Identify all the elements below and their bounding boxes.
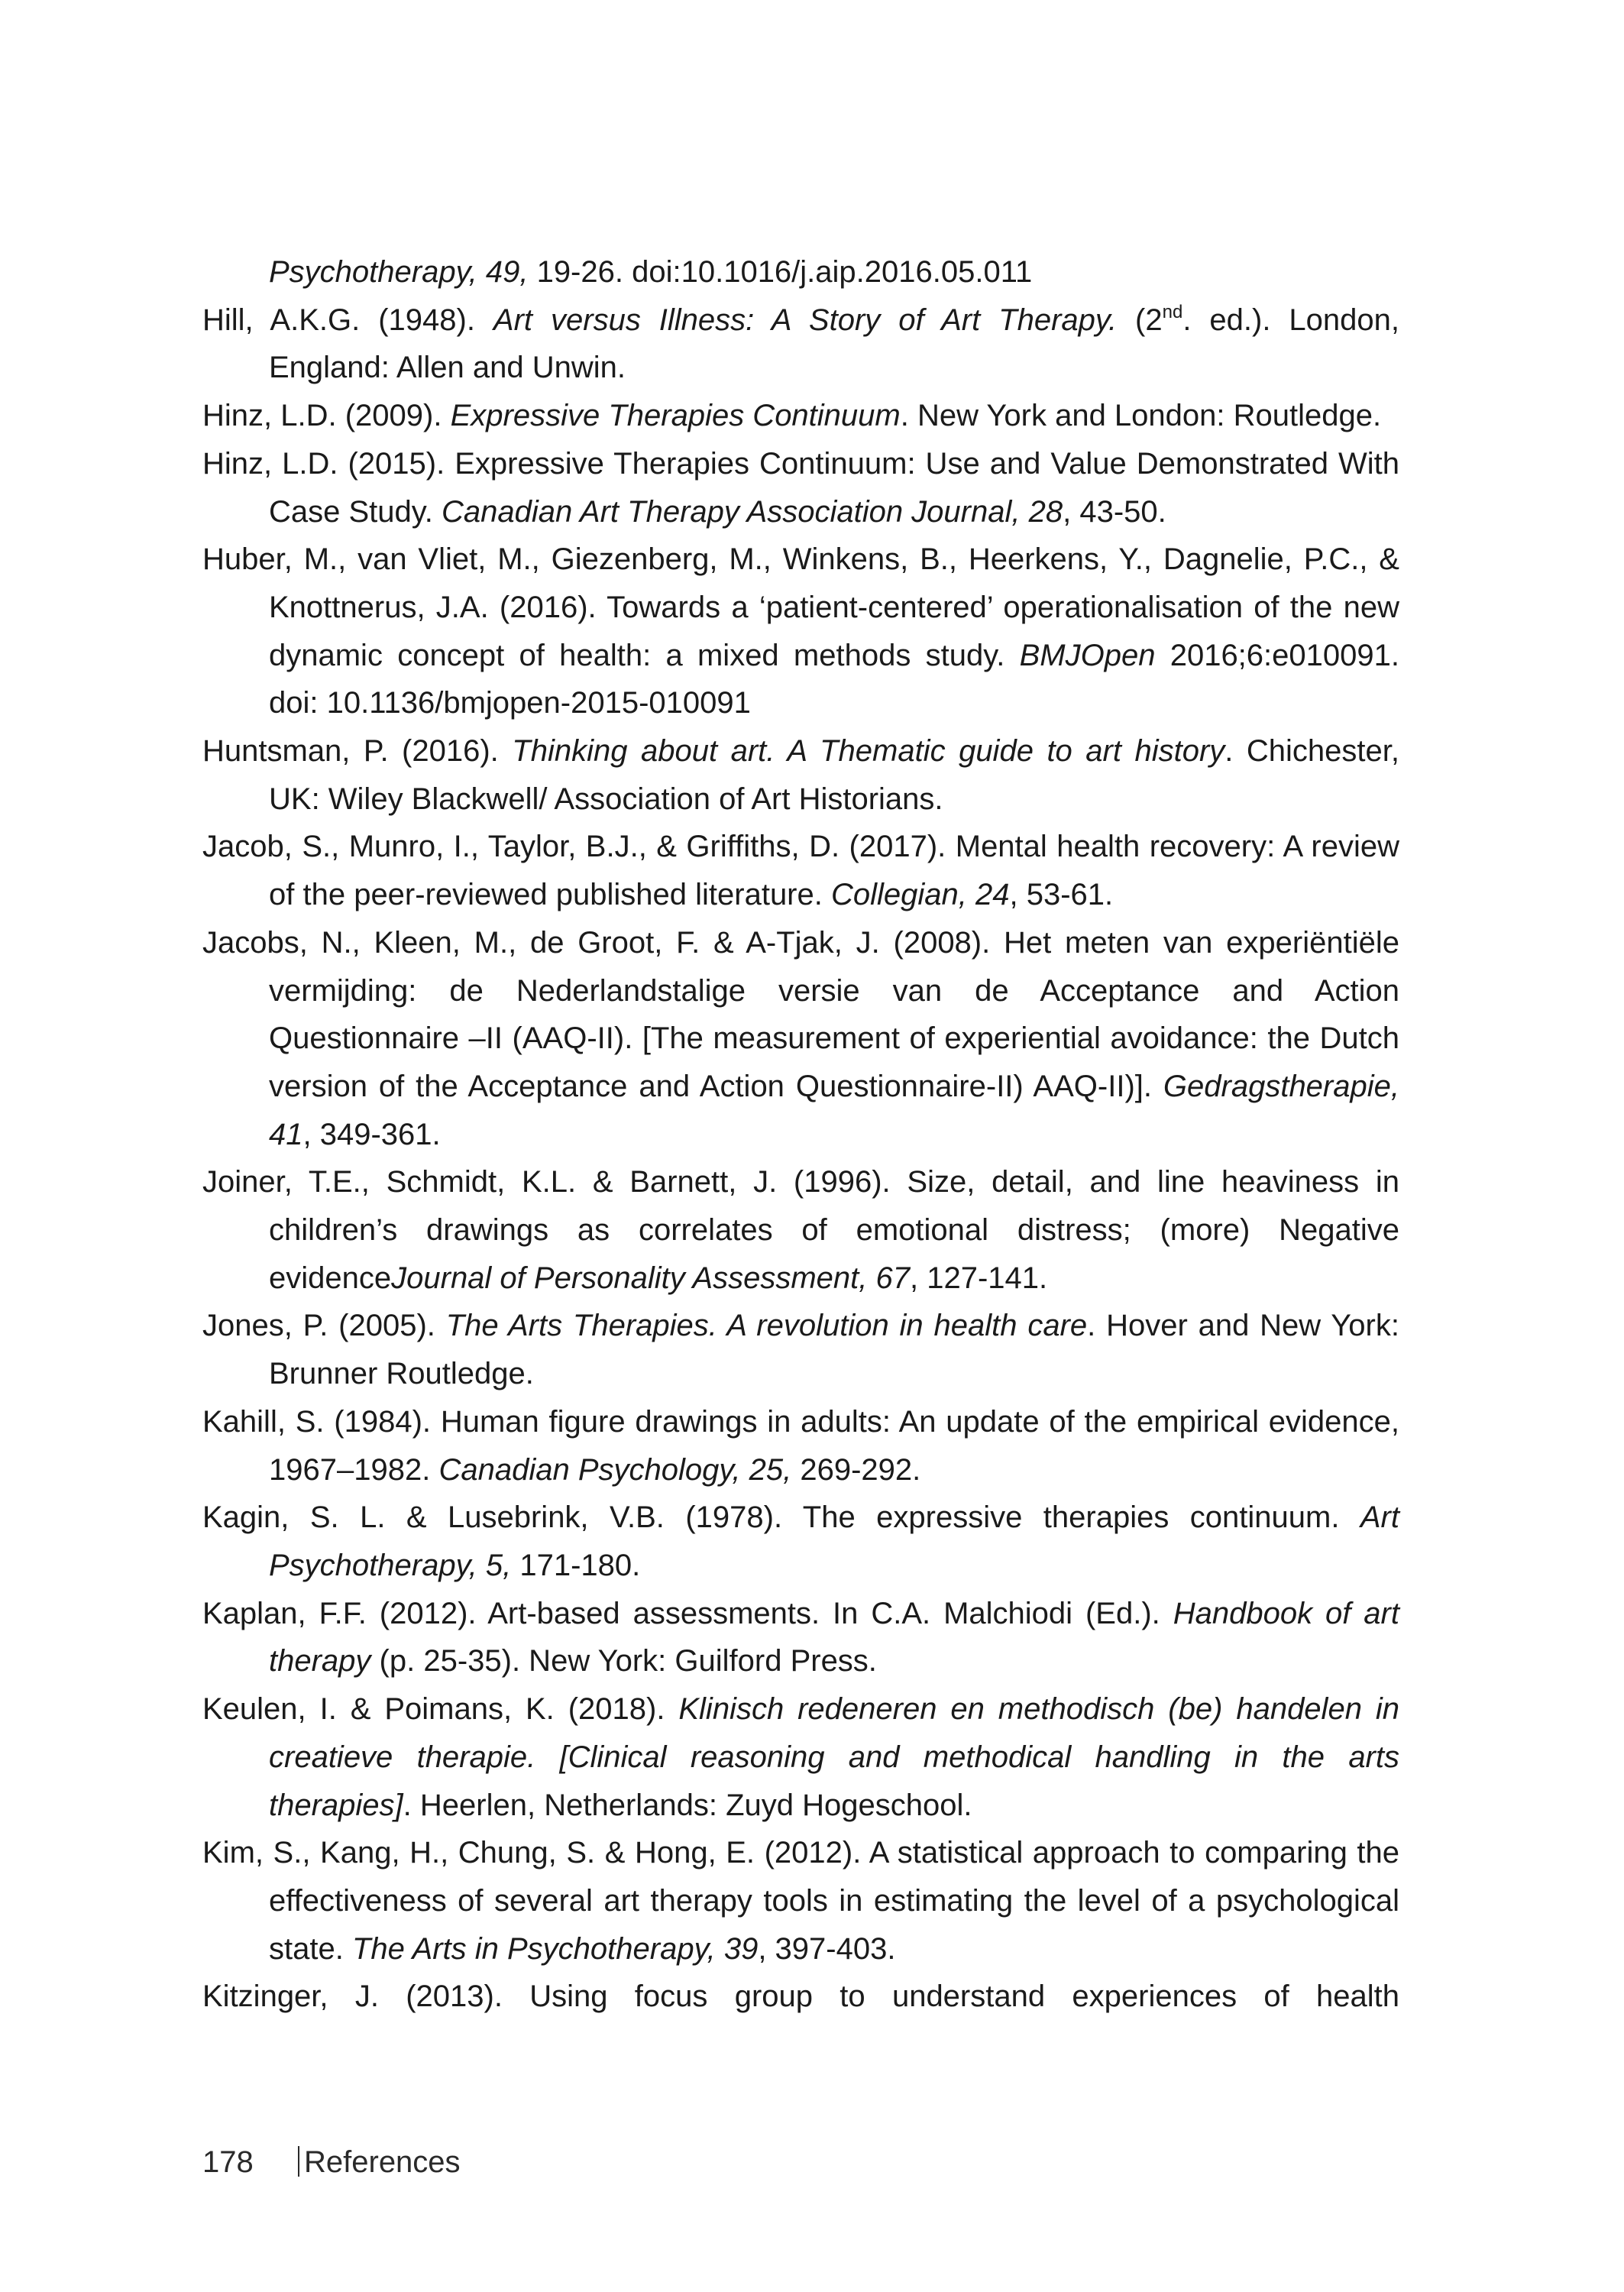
reference-italic-text: Expressive Therapies Continuum [450, 399, 901, 433]
reference-italic-text: Collegian, 24 [830, 878, 1010, 912]
reference-italic-text: The Arts Therapies. A revolution in health care [445, 1309, 1088, 1343]
reference-entry [202, 1685, 1399, 1829]
reference-text: . Heerlen, Netherlands: Zuyd Hogeschool. [403, 1788, 972, 1822]
reference-text: nd [1162, 301, 1183, 322]
reference-text: Hinz, L.D. (2009). [202, 399, 451, 433]
reference-entry [202, 440, 1399, 536]
reference-text: 171-180. [511, 1548, 641, 1582]
reference-italic-text: Handbook of art therapy [269, 1596, 1399, 1679]
reference-text: 19-26. doi:10.1016/j.aip.2016.05.011 [528, 255, 1033, 289]
page-number: 178 [202, 2145, 254, 2179]
reference-entry [202, 727, 1399, 823]
reference-text: Jones, P. (2005). [202, 1309, 446, 1343]
reference-text: Hill, A.K.G. (1948). [202, 303, 493, 337]
reference-text: Jacob, S., Munro, I., Taylor, B.J., & Griffiths, D. (2017). Mental health recovery: A review of the peer-reviewed published literature. [202, 830, 1399, 912]
reference-entry [202, 1494, 1399, 1589]
reference-text: . New York and London: Routledge. [900, 399, 1382, 433]
reference-text: Kitzinger, J. (2013). Using focus group to understand experiences of health [202, 1980, 1399, 2014]
reference-entry [202, 296, 1399, 392]
reference-text: , 397-403. [758, 1931, 896, 1966]
reference-italic-text: BMJOpen [1019, 638, 1156, 672]
reference-text: . Chichester, UK: Wiley Blackwell/ Association of Art Historians. [269, 734, 1400, 816]
reference-italic-text: Art versus Illness: A Story of Art Therapy. [493, 303, 1118, 337]
footer-section-title: References [304, 2145, 461, 2179]
reference-italic-text: Psychotherapy, 49, [269, 255, 529, 289]
reference-italic-text: Art Psychotherapy, 5, [269, 1500, 1399, 1582]
reference-list [202, 248, 1399, 2021]
reference-text: Jacobs, N., Kleen, M., de Groot, F. & A-Tjak, J. (2008). Het meten van experiëntiële vermijding: de Nederlandstalige versie van de Acceptance and Action Questionnaire –II (AAQ-II). [The measurement of experiential avoidance: the Dutch version of the Acceptance and Action Questionnaire-II) AAQ-II)]. [202, 925, 1399, 1103]
reference-text: . ed.). London, England: Allen and Unwin. [269, 303, 1400, 385]
reference-entry [202, 248, 1399, 296]
reference-entry [202, 1829, 1399, 1973]
footer-divider [298, 2146, 299, 2177]
reference-text: Kagin, S. L. & Lusebrink, V.B. (1978). The expressive therapies continuum. [202, 1500, 1360, 1535]
reference-text: , 43-50. [1063, 494, 1166, 529]
reference-text: , 53-61. [1009, 878, 1114, 912]
reference-text: (p. 25-35). New York: Guilford Press. [370, 1644, 877, 1679]
reference-entry [202, 536, 1399, 727]
reference-entry [202, 1158, 1399, 1302]
reference-entry [202, 1973, 1399, 2021]
reference-entry [202, 392, 1399, 440]
reference-text: Kaplan, F.F. (2012). Art-based assessments. In C.A. Malchiodi (Ed.). [202, 1596, 1173, 1630]
reference-italic-text: Gedragstherapie, 41 [269, 1069, 1399, 1151]
reference-text: Keulen, I. & Poimans, K. (2018). [202, 1692, 679, 1727]
reference-italic-text: The Arts in Psychotherapy, 39 [351, 1931, 759, 1966]
reference-italic-text: Canadian Psychology, 25, [438, 1452, 792, 1487]
reference-italic-text: Journal of Personality Assessment, 67 [391, 1261, 910, 1295]
reference-text: Joiner, T.E., Schmidt, K.L. & Barnett, J. (1996). Size, detail, and line heaviness in children’s drawings as correlates of emotional distress; (more) Negative evidence [202, 1165, 1399, 1295]
reference-text: (2 [1117, 303, 1163, 337]
reference-text: 2016;6:e010091. doi: 10.1136/bmjopen-2015-010091 [269, 638, 1399, 720]
reference-text: 269-292. [791, 1452, 921, 1487]
reference-text: , 349-361. [302, 1117, 441, 1151]
reference-text: Kahill, S. (1984). Human figure drawings in adults: An update of the empirical evidence, 1967–1982. [202, 1404, 1399, 1487]
reference-entry [202, 1302, 1399, 1397]
page-footer [202, 2139, 461, 2185]
reference-text: Kim, S., Kang, H., Chung, S. & Hong, E. (2012). A statistical approach to comparing the effectiveness of several art therapy tools in estimating the level of a psychological state. [202, 1836, 1399, 1966]
reference-text: Huntsman, P. (2016). [202, 734, 513, 769]
reference-text: , 127-141. [909, 1261, 1048, 1295]
reference-italic-text: Canadian Art Therapy Association Journal, 28 [442, 494, 1063, 529]
reference-italic-text: Thinking about art. A Thematic guide to art history [512, 734, 1225, 769]
reference-text: Hinz, L.D. (2015). Expressive Therapies Continuum: Use and Value Demonstrated With Case Study. [202, 446, 1399, 529]
reference-entry [202, 823, 1399, 918]
reference-entry [202, 1590, 1399, 1685]
reference-entry [202, 1398, 1399, 1494]
reference-entry [202, 919, 1399, 1159]
reference-text: . Hover and New York: Brunner Routledge. [269, 1309, 1399, 1391]
reference-text: Huber, M., van Vliet, M., Giezenberg, M., Winkens, B., Heerkens, Y., Dagnelie, P.C., & Knottnerus, J.A. (2016). Towards a ‘patient-centered’ operationalisation of the new dynamic concept of health: a mixed methods study. [202, 542, 1399, 672]
reference-italic-text: Klinisch redeneren en methodisch (be) handelen in creatieve therapie. [Clinical reasoning and methodical handling in the arts therapies] [269, 1692, 1399, 1822]
